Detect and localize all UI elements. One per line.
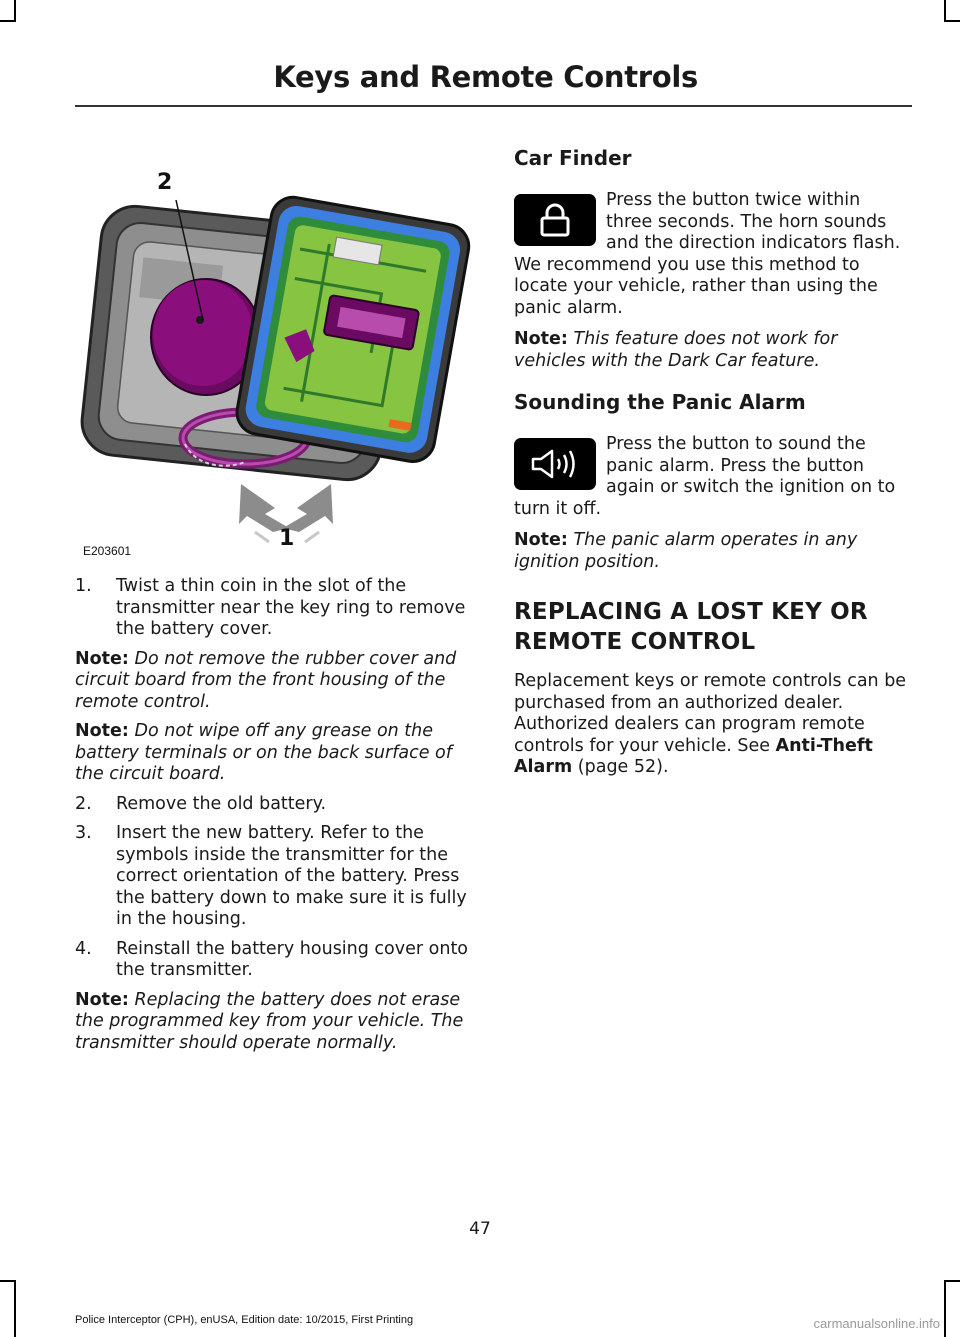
transmitter-illustration: [75, 148, 480, 562]
crop-mark: [14, 0, 16, 22]
crop-mark: [14, 1280, 16, 1337]
right-column: [514, 146, 912, 779]
instructions: [75, 576, 480, 1054]
note: Note: Do not wipe off any grease on the battery terminals or on the back surface of the circuit board.: [75, 721, 452, 784]
watermark: carmanualsonline.info: [813, 1316, 940, 1331]
crop-mark: [944, 1280, 946, 1337]
list-item: 1. Twist a thin coin in the slot of the transmitter near the key ring to remove the battery cover.: [75, 576, 466, 639]
list-item: 3. Insert the new battery. Refer to the symbols inside the transmitter for the correct orientation of the battery. Press the battery down to make sure it is fully in the housing.: [75, 823, 467, 929]
note: Note: Replacing the battery does not erase the programmed key from your vehicle. The transmitter should operate normally.: [75, 989, 464, 1053]
list-item: 2. Remove the old battery.: [75, 793, 327, 814]
lock-button-graphic: [514, 194, 596, 246]
crop-mark: [944, 20, 960, 22]
note: Note: Do not remove the rubber cover and circuit board from the front housing of the remote control.: [75, 648, 457, 712]
note: Note: The panic alarm operates in any ignition position.: [514, 530, 858, 572]
car-finder-text: Press the button twice within three seconds. The horn sounds and the direction indicators flash. We recommend you use this method to locate your vehicle, rather than using the panic alarm.: [514, 190, 901, 318]
cross-reference-link[interactable]: Anti-Theft Alarm: [514, 735, 873, 777]
page-number: 47: [469, 1219, 491, 1239]
note: Note: This feature does not work for vehicles with the Dark Car feature.: [514, 329, 838, 371]
panic-block: [514, 434, 912, 520]
speaker-icon: [530, 449, 580, 479]
circuit-board-cover: [234, 194, 473, 465]
panic-text: Press the button to sound the panic alarm. Press the button again or switch the ignition on to turn it off.: [514, 434, 896, 519]
crop-mark: [944, 1280, 960, 1282]
callout-label: 1: [279, 526, 295, 551]
battery-replacement-figure: [75, 148, 480, 562]
left-column: [75, 148, 480, 1062]
car-finder-block: [514, 190, 912, 319]
section-heading-replacing: REPLACING A LOST KEY OR REMOTE CONTROL: [514, 599, 868, 655]
figure-code: E203601: [83, 544, 132, 558]
page-header-title: Keys and Remote Controls: [273, 60, 698, 94]
lock-icon: [539, 203, 571, 237]
section-heading-panic-alarm: Sounding the Panic Alarm: [514, 390, 806, 414]
section-heading-car-finder: Car Finder: [514, 146, 632, 170]
crop-mark: [0, 20, 16, 22]
panic-button-graphic: [514, 438, 596, 490]
crop-mark: [0, 1280, 16, 1282]
header-divider: [75, 105, 912, 107]
list-item: 4. Reinstall the battery housing cover onto the transmitter.: [75, 938, 469, 980]
edition-footer: Police Interceptor (CPH), enUSA, Edition date: 10/2015, First Printing: [75, 1314, 414, 1326]
replacing-text: Replacement keys or remote controls can be purchased from an authorized dealer. Authorized dealers can program remote controls for your vehicle. See Anti-Theft Alarm (page 52).: [514, 671, 907, 777]
callout-label: 2: [157, 170, 173, 195]
crop-mark: [944, 0, 946, 22]
